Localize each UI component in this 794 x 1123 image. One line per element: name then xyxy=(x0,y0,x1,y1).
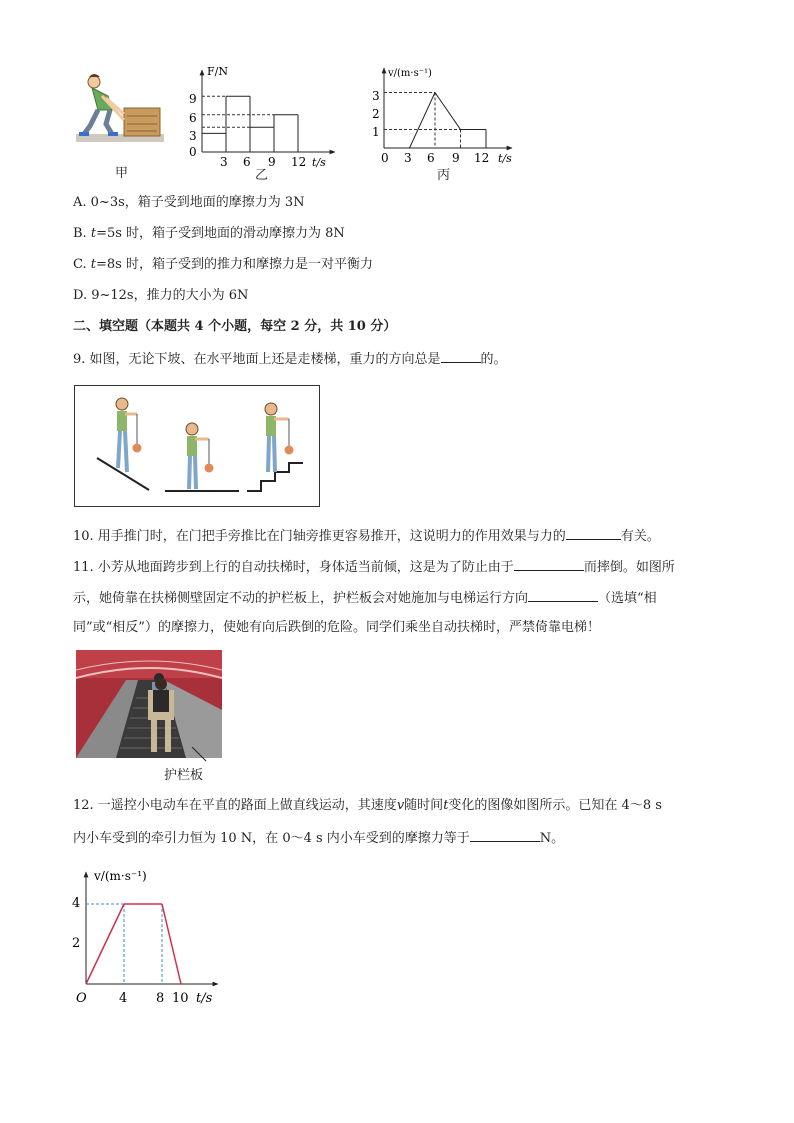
question-11-text-1: 11. 小芳从地面跨步到上行的自动扶梯时，身体适当前倾，这是为了防止由于 xyxy=(73,560,514,575)
bing-xtick-6: 6 xyxy=(427,151,435,165)
gravity-direction-figure xyxy=(74,385,320,507)
yi-xtick-3: 3 xyxy=(220,155,228,169)
figure-yi-caption: 乙 xyxy=(255,168,269,183)
yi-xtick-9: 9 xyxy=(268,155,276,169)
q12-segment-0 xyxy=(86,904,124,984)
question-9-end: 的。 xyxy=(480,352,507,367)
option-b-var: t xyxy=(90,226,97,241)
q12-velocity-time-graph xyxy=(70,862,230,1012)
q12-plot xyxy=(86,904,181,984)
photo-pointer-line xyxy=(190,745,210,765)
yi-xtick-6: 6 xyxy=(243,155,251,169)
question-11-line-1 xyxy=(73,556,675,578)
question-10 xyxy=(73,525,660,547)
q12-origin: O xyxy=(76,991,87,1006)
question-11-text-2: 示，她倚靠在扶梯侧壁固定不动的护栏板上，护栏板会对她施加与电梯运行方向 xyxy=(73,591,529,606)
bing-segment-2 xyxy=(435,93,461,130)
question-11-text-2-end: （选填“相 xyxy=(598,591,657,606)
q12-velocity-graph xyxy=(70,862,230,1012)
yi-xtick-12: 12 xyxy=(291,155,307,169)
question-11-blank-2[interactable] xyxy=(528,587,598,602)
option-b xyxy=(73,224,345,244)
question-10-blank[interactable] xyxy=(566,525,621,540)
q12-ytick-2: 2 xyxy=(72,936,81,951)
option-b-prefix: B. xyxy=(73,226,91,241)
question-10-text: 10. 用手推门时，在门把手旁推比在门轴旁推更容易推开，这说明力的作用效果与力的 xyxy=(73,529,566,544)
yi-xlabel: t/s xyxy=(312,156,326,169)
question-11-line-3: 同”或“相反”）的摩擦力，使她有向后跌倒的危险。同学们乘坐自动扶梯时，严禁倚靠电梯！ xyxy=(73,620,600,635)
q12-xtick-8: 8 xyxy=(156,991,165,1006)
question-12-text-2: 内小车受到的牵引力恒为 10 N，在 0～4 s 内小车受到的摩擦力等于 xyxy=(73,831,470,846)
bing-xtick-12: 12 xyxy=(474,151,490,165)
question-9-text: 9. 如图，无论下坡、在水平地面上还是走楼梯，重力的方向总是 xyxy=(73,352,441,367)
yi-ylabel: F/N xyxy=(207,65,228,78)
q12-ylabel: v/(m·s⁻¹) xyxy=(94,869,147,883)
q12-xlabel: t/s xyxy=(196,991,213,1006)
q12-xtick-10: 10 xyxy=(172,991,189,1006)
question-12-line-2 xyxy=(73,827,564,849)
question-12-text-c: 变化的图像如图所示。已知在 4～8 s xyxy=(448,798,662,813)
question-11-text-1-end: 而摔倒。如图所 xyxy=(583,560,675,575)
yi-ytick-0: 0 xyxy=(189,145,197,159)
question-11-line-2 xyxy=(73,587,657,609)
bing-xtick-9: 9 xyxy=(452,151,460,165)
question-12-text-2-end: N。 xyxy=(539,831,565,846)
bing-plot xyxy=(384,93,486,149)
q12-segment-2 xyxy=(162,904,181,984)
option-b-text: =5s 时，箱子受到地面的滑动摩擦力为 8N xyxy=(96,226,345,241)
escalator-illustration xyxy=(76,650,222,758)
bing-ytick-1: 1 xyxy=(372,125,380,139)
bing-xlabel: t/s xyxy=(498,152,512,165)
figure-bing xyxy=(372,60,522,185)
bing-segment-1 xyxy=(410,93,436,149)
yi-ytick-3: 3 xyxy=(189,129,197,143)
question-12-var-v: v xyxy=(396,798,405,813)
option-c-var: t xyxy=(90,257,96,272)
question-12-text-b: 随时间 xyxy=(404,798,444,813)
photo-caption: 护栏板 xyxy=(164,768,204,783)
bing-ytick-2: 2 xyxy=(372,107,380,121)
q12-ytick-4: 4 xyxy=(72,896,81,911)
question-12-line-1 xyxy=(73,796,662,816)
section-2-title: 二、填空题（本题共 4 个小题，每空 2 分，共 10 分） xyxy=(73,319,397,334)
question-12-var-t: t xyxy=(443,798,449,813)
option-d: D. 9~12s，推力的大小为 6N xyxy=(73,288,249,303)
bing-xtick-3: 3 xyxy=(404,151,412,165)
figure-yi xyxy=(185,60,345,185)
figure-bing-caption: 丙 xyxy=(437,168,451,183)
bing-ytick-3: 3 xyxy=(372,89,380,103)
yi-ytick-6: 6 xyxy=(189,111,197,125)
yi-ytick-9: 9 xyxy=(189,92,197,106)
bing-xtick-0: 0 xyxy=(381,151,389,165)
q12-xtick-4: 4 xyxy=(119,991,128,1006)
option-a: A. 0~3s，箱子受到地面的摩擦力为 3N xyxy=(73,195,305,210)
question-12-blank[interactable] xyxy=(470,827,540,842)
option-c xyxy=(73,255,373,275)
plumb-line-illustration xyxy=(75,386,319,506)
bing-ylabel: v/(m·s⁻¹) xyxy=(388,68,432,79)
question-9 xyxy=(73,348,507,370)
option-c-text: =8s 时，箱子受到的推力和摩擦力是一对平衡力 xyxy=(95,257,373,272)
question-9-blank[interactable] xyxy=(441,348,481,363)
option-c-prefix: C. xyxy=(73,257,91,272)
question-11-blank-1[interactable] xyxy=(514,556,584,571)
figure-jia xyxy=(72,68,172,183)
figure-jia-caption: 甲 xyxy=(115,166,129,181)
yi-plot xyxy=(202,96,298,152)
question-12-text-a: 12. 一遥控小电动车在平直的路面上做直线运动，其速度 xyxy=(73,798,397,813)
escalator-photo xyxy=(76,650,222,758)
question-10-end: 有关。 xyxy=(620,529,660,544)
